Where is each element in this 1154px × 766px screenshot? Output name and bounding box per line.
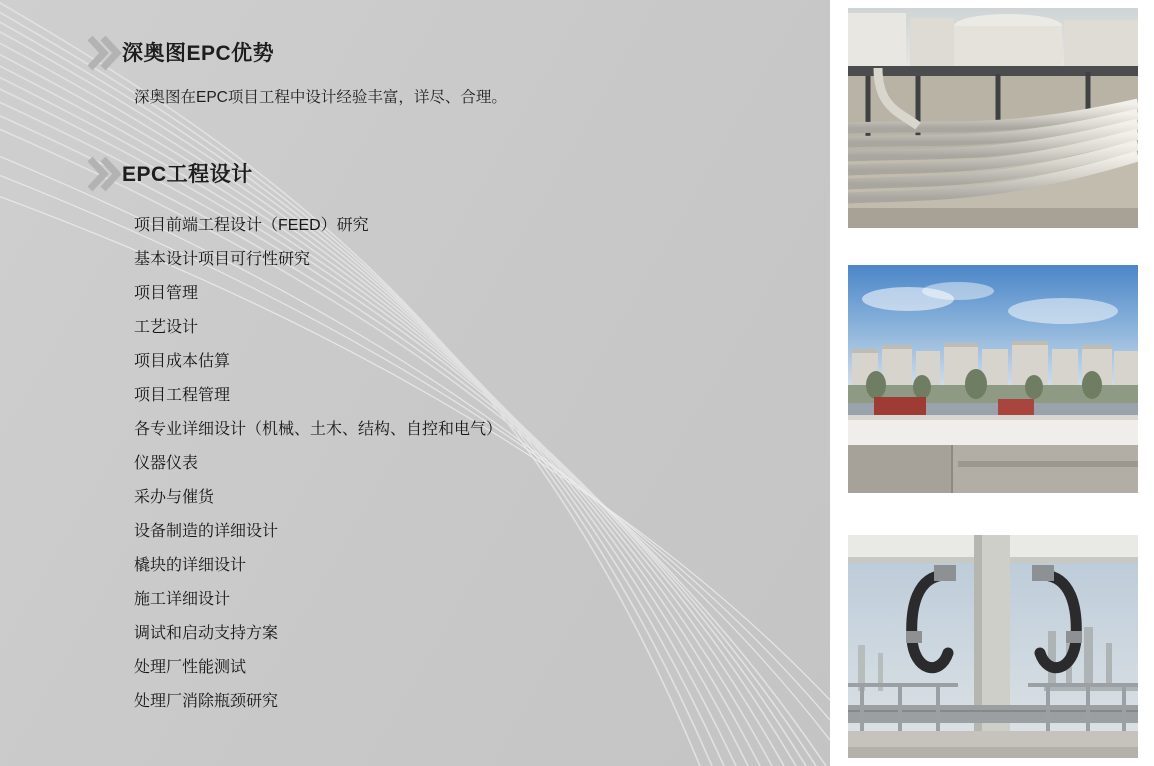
list-item: 处理厂性能测试 [134, 659, 247, 676]
list-item: 各专业详细设计（机械、土木、结构、自控和电气） [134, 421, 503, 438]
photo-pipeline-rack [848, 8, 1138, 228]
list-item: 项目前端工程设计（FEED）研究 [134, 217, 369, 234]
list-item: 采办与催货 [134, 489, 215, 506]
list-item: 工艺设计 [134, 319, 199, 336]
list-item: 项目管理 [134, 285, 199, 302]
section-epc-engineering-design [88, 155, 502, 735]
section-heading-row [88, 34, 507, 74]
double-chevron-icon [88, 155, 122, 195]
list-item: 基本设计项目可行性研究 [134, 251, 311, 268]
service-list [134, 209, 502, 719]
list-item: 处理厂消除瓶颈研究 [134, 693, 279, 710]
list-item: 橇块的详细设计 [134, 557, 247, 574]
section-heading-row [88, 155, 502, 195]
list-item: 调试和启动支持方案 [134, 625, 279, 642]
list-item: 仪器仪表 [134, 455, 199, 472]
photo-tank-farm [848, 265, 1138, 493]
photo-column [830, 0, 1154, 766]
list-item: 项目工程管理 [134, 387, 231, 404]
section-title: EPC工程设计 [122, 163, 253, 186]
double-chevron-icon [88, 34, 122, 74]
photo-loading-arms [848, 535, 1138, 758]
page-title: 深奥图EPC优势 [122, 42, 275, 65]
list-item: 设备制造的详细设计 [134, 523, 279, 540]
section-description: 深奥图在EPC项目工程中设计经验丰富，详尽、合理。 [134, 89, 507, 106]
section-epc-advantage [88, 34, 507, 110]
list-item: 项目成本估算 [134, 353, 231, 370]
list-item: 施工详细设计 [134, 591, 231, 608]
